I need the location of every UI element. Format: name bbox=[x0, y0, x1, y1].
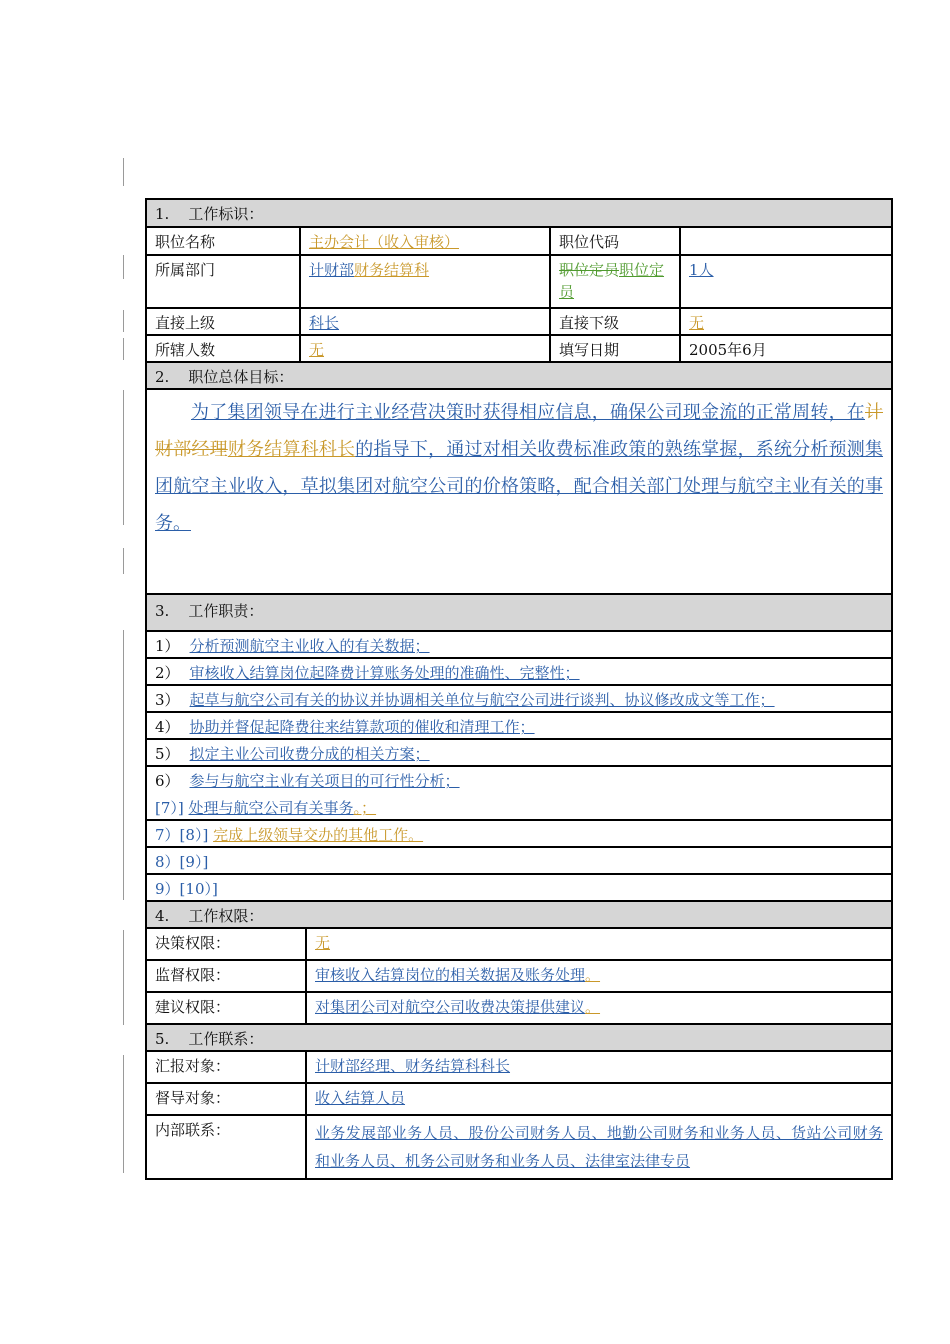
dept-row bbox=[147, 256, 891, 309]
report-label: 汇报对象： bbox=[155, 1057, 231, 1075]
duty-text: 协助并督促起降费往来结算款项的催收和清理工作； bbox=[189, 718, 535, 736]
superior-label: 直接上级 bbox=[155, 314, 216, 332]
advice-label: 建议权限： bbox=[155, 998, 231, 1016]
decision-label: 决策权限： bbox=[155, 934, 231, 952]
guide-value: 收入结算人员 bbox=[315, 1089, 406, 1107]
duty-num: 2） bbox=[155, 664, 180, 682]
revision-bar bbox=[123, 310, 124, 332]
internal-label: 内部联系： bbox=[155, 1121, 231, 1139]
supervise-row bbox=[147, 961, 891, 993]
guide-label: 督导对象： bbox=[155, 1089, 231, 1107]
date-label: 填写日期 bbox=[549, 336, 679, 361]
duty-row bbox=[147, 713, 891, 740]
section-2-title: 2. 职位总体目标： bbox=[155, 368, 294, 386]
duty-text: 拟定主业公司收费分成的相关方案； bbox=[189, 745, 430, 763]
duty-list bbox=[147, 632, 891, 794]
revision-bar bbox=[123, 338, 124, 360]
job-description-form bbox=[145, 198, 893, 1180]
position-code-label: 职位代码 bbox=[549, 228, 679, 254]
duty-text: 参与与航空主业有关项目的可行性分析； bbox=[189, 772, 460, 790]
supervise-tail: 。 bbox=[585, 966, 601, 984]
duty-row-7 bbox=[147, 794, 891, 821]
section-5-title: 5. 工作联系： bbox=[155, 1030, 264, 1048]
position-code-value bbox=[679, 228, 891, 254]
revision-bar bbox=[123, 158, 124, 186]
advice-tail: 。 bbox=[585, 998, 601, 1016]
quota-label-inserted: 职位定员 bbox=[559, 261, 665, 301]
superior-row bbox=[147, 309, 891, 336]
section-1-title: 1. 工作标识： bbox=[155, 205, 264, 223]
duty-text: 审核收入结算岗位起降费计算账务处理的准确性、完整性； bbox=[189, 664, 580, 682]
duty-row bbox=[147, 659, 891, 686]
duty-row-8 bbox=[147, 821, 891, 848]
revision-bar bbox=[123, 255, 124, 279]
guide-row bbox=[147, 1084, 891, 1116]
goal-row bbox=[147, 390, 891, 595]
advice-row bbox=[147, 993, 891, 1025]
date-value: 2005年6月 bbox=[679, 336, 891, 361]
advice-value: 对集团公司对航空公司收费决策提供建议 bbox=[315, 998, 586, 1016]
internal-value: 业务发展部业务人员、股份公司财务人员、地勤公司财务和业务人员、货站公司财务和业务人员、机务公司财务和业务人员、法律室法律专员 bbox=[315, 1124, 883, 1170]
goal-text bbox=[147, 390, 891, 593]
position-name-value: 主办会计（收入审核） bbox=[309, 233, 460, 251]
headcount-row bbox=[147, 336, 891, 363]
headcount-value: 无 bbox=[309, 341, 325, 359]
duty-num: 4） bbox=[155, 718, 180, 736]
goal-part-1: 为了集团领导在进行主业经营决策时获得相应信息，确保公司现金流的正常周转，在 bbox=[191, 402, 865, 423]
duty-8-num: 7）[8）] bbox=[155, 826, 209, 844]
section-3-header bbox=[147, 595, 891, 632]
duty-row bbox=[147, 740, 891, 767]
report-value: 计财部经理、财务结算科科长 bbox=[315, 1057, 511, 1075]
duty-num: 1） bbox=[155, 637, 180, 655]
subordinate-value: 无 bbox=[689, 314, 705, 332]
revision-bar bbox=[123, 630, 124, 900]
section-1-header bbox=[147, 200, 891, 228]
duty-row bbox=[147, 767, 891, 794]
duty-num: 6） bbox=[155, 772, 180, 790]
supervise-label: 监督权限： bbox=[155, 966, 231, 984]
duty-7-tail: 。； bbox=[353, 799, 377, 817]
decision-row bbox=[147, 929, 891, 961]
internal-row bbox=[147, 1116, 891, 1178]
section-4-title: 4. 工作权限： bbox=[155, 907, 264, 925]
section-5-header bbox=[147, 1025, 891, 1052]
supervise-value: 审核收入结算岗位的相关数据及账务处理 bbox=[315, 966, 586, 984]
quota-label-deleted: 职位定员 bbox=[559, 261, 620, 279]
duty-7-num: [7）] bbox=[155, 799, 184, 817]
duty-10-num: 9）[10）] bbox=[155, 880, 218, 898]
goal-inserted: 财务结算科科长 bbox=[227, 439, 356, 460]
revision-bar bbox=[123, 548, 124, 574]
position-name-label: 职位名称 bbox=[155, 233, 216, 251]
goal-deleted: 计财部经理 bbox=[155, 402, 883, 460]
position-row bbox=[147, 228, 891, 256]
duty-row bbox=[147, 686, 891, 713]
revision-bar bbox=[123, 930, 124, 1025]
duty-row-9 bbox=[147, 848, 891, 875]
report-row bbox=[147, 1052, 891, 1084]
decision-value: 无 bbox=[315, 934, 331, 952]
quota-value: 1人 bbox=[689, 261, 714, 279]
dept-value-2: 财务结算科 bbox=[354, 261, 430, 279]
duty-num: 3） bbox=[155, 691, 180, 709]
headcount-label: 所辖人数 bbox=[155, 341, 216, 359]
duty-text: 起草与航空公司有关的协议并协调相关单位与航空公司进行谈判、协议修改成文等工作； bbox=[189, 691, 775, 709]
duty-row-10 bbox=[147, 875, 891, 902]
section-2-header bbox=[147, 363, 891, 390]
section-3-title: 3. 工作职责： bbox=[155, 602, 264, 620]
goal-part-2: 的指导下，通过对相关收费标准政策的熟练掌握，系统分析预测集团航空主业收入，草拟集团对航空公司的价格策略，配合相关部门处理与航空主业有关的事务。 bbox=[155, 439, 884, 534]
revision-bar bbox=[123, 1055, 124, 1173]
section-4-header bbox=[147, 902, 891, 929]
duty-9-num: 8）[9）] bbox=[155, 853, 209, 871]
dept-value-1: 计财部 bbox=[309, 261, 355, 279]
subordinate-label: 直接下级 bbox=[549, 309, 679, 334]
superior-value: 科长 bbox=[309, 314, 340, 332]
duty-7-text: 处理与航空公司有关事务 bbox=[188, 799, 354, 817]
duty-row bbox=[147, 632, 891, 659]
duty-num: 5） bbox=[155, 745, 180, 763]
duty-8-text: 完成上级领导交办的其他工作。 bbox=[213, 826, 424, 844]
revision-bar bbox=[123, 390, 124, 525]
dept-label: 所属部门 bbox=[155, 261, 216, 279]
duty-text: 分析预测航空主业收入的有关数据； bbox=[189, 637, 430, 655]
